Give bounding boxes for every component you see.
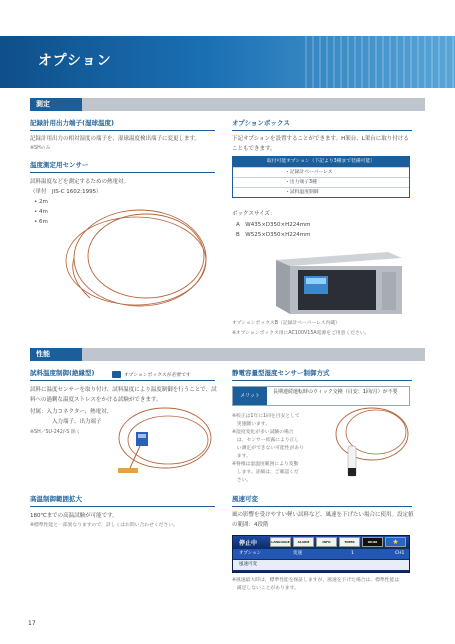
banner-stripes	[305, 36, 455, 88]
page-number: 17	[28, 620, 36, 627]
heading-rule	[232, 380, 412, 381]
box-size-a: A W435×D350×H224mm	[236, 222, 311, 228]
option-table-row: ・記録計ペーパーレス	[233, 167, 409, 177]
merit-text: 長期連続運転時のウィック交換（目安：1回/月）が不要	[273, 389, 398, 395]
panel-speed-value: 1	[351, 551, 354, 556]
box-size-b: B W525×D350×H224mm	[236, 232, 311, 238]
section-bar-measure	[30, 98, 425, 111]
heading-rule	[30, 506, 215, 507]
badge-text: オプションボックスが必要です	[124, 373, 191, 378]
capacitance-note: は、センサー結露により正し	[232, 438, 300, 443]
star-icon: ★	[385, 537, 406, 547]
box-size-label: ボックスサイズ：	[232, 211, 276, 217]
panel-status: 停止中	[239, 540, 258, 547]
heading-capacitance-sensor: 静電容量型湿度センサー制御方式	[232, 369, 330, 377]
option-table-row: ・試料温度制御	[233, 187, 409, 197]
temp-sensor-item: • 4m	[34, 209, 48, 215]
timer-button: TIMER	[339, 537, 360, 547]
option-box-note: ※オプションボックス用にAC100V15A電源をご用意ください。	[232, 331, 370, 336]
capacitance-note: ※脊椎は湿温度範囲により変動	[232, 462, 299, 467]
heading-sample-temp-control: 試料温度制御(絶縁型)	[30, 369, 95, 377]
heading-rule	[30, 380, 215, 381]
temp-sensor-body1: 試料温度などを測定するための熱電対。	[30, 179, 130, 185]
panel-option-label: オプション	[239, 551, 262, 556]
capacitance-note: ※湿度変化が多い試験の場合	[232, 430, 294, 435]
capacitance-note: 実施願います。	[232, 422, 270, 427]
heading-wind-speed: 風速可変	[232, 495, 258, 503]
wind-speed-body: 風の影響を受けやすい軽い試料など、風速を下げたい場合に使用。設定値の範囲：4段階	[232, 512, 414, 528]
capacitance-note: い測定ができない可能性があり	[232, 446, 304, 451]
capacitance-sensor-image	[330, 402, 420, 482]
sample-temp-body: 試料に温度センサーを取り付け、試料温度により温度制御を行うことで、試料への過剰な温度ストレスをかける試験ができます。	[30, 387, 217, 403]
language-button: LANGUAGE	[270, 537, 291, 547]
section-label-performance: 性能	[30, 348, 82, 361]
option-table	[232, 156, 410, 198]
heading-temp-sensor: 温度測定用センサー	[30, 161, 89, 169]
heading-rule	[30, 130, 215, 131]
heading-recorder-terminal: 記録計用出力端子(湿球温度)	[30, 119, 114, 127]
panel-wind-row: 風速可変	[233, 560, 409, 570]
high-temp-body: 180℃までの高温試験が可能です。	[30, 513, 118, 519]
option-table-head: 取付可能オプション（下記より3種まで装備可能）	[233, 157, 409, 167]
sample-temp-parts2: 入力端子、出力端子	[52, 419, 102, 425]
section-bar-performance	[30, 348, 425, 361]
temp-sensor-body2: （単付 JIS-C 1602:1995）	[30, 189, 102, 195]
capacitance-note: します。詳細は、ご確認くだ	[232, 470, 299, 475]
panel-topbar	[233, 536, 409, 548]
heading-option-box: オプションボックス	[232, 119, 290, 127]
capacitance-note: ※校正は1年に1回を目安として	[232, 414, 300, 419]
page-title: オプション	[38, 53, 112, 69]
control-panel-screenshot	[232, 535, 410, 573]
heading-high-temp: 高温制御範囲拡大	[30, 495, 82, 503]
panel-buttons	[270, 537, 406, 547]
thermocouple-cable-image	[60, 198, 220, 318]
sample-temp-note: ※SH／SU-242/-S 除く	[30, 430, 81, 435]
heading-rule	[232, 506, 412, 507]
panel-channel: CH1	[395, 551, 405, 556]
option-box-required-badge	[112, 371, 191, 380]
page-banner	[0, 36, 455, 88]
panel-speed-label: 変速	[293, 551, 302, 556]
wind-speed-note2: 満足しないことがあります。	[232, 586, 299, 591]
option-box-caption: オプションボックスB（記録計ペーパーレス内蔵）	[232, 321, 340, 326]
sample-sensor-image	[110, 398, 220, 488]
panel-option-row	[233, 549, 409, 559]
arrow-right-icon	[112, 371, 121, 378]
capacitance-note: ます。	[232, 454, 251, 459]
wind-speed-note1: ※風速最大時は、標準性能を保証しますが、風速を下げた場合は、標準性能は	[232, 578, 400, 583]
temp-sensor-item: • 6m	[34, 219, 48, 225]
option-table-row: ・出力端子3種	[233, 177, 409, 187]
heading-rule	[30, 172, 215, 173]
recorder-terminal-body: 記録計用出力の相対湿度の端子を、湿球温度検出端子に変更します。	[30, 136, 201, 142]
option-box-image	[268, 246, 408, 318]
heading-rule	[232, 130, 412, 131]
merit-tag: メリット	[233, 387, 267, 405]
section-label-measure: 測定	[30, 98, 82, 111]
capacitance-note: さい。	[232, 478, 252, 483]
high-temp-note: ※標準性能と一部異なりますので、詳しくはお問い合わせください。	[30, 523, 178, 528]
clock-display: 00:00	[362, 537, 383, 547]
info-button: INFO	[316, 537, 337, 547]
sample-temp-parts: 付属：入力コネクター、熱電対、	[30, 409, 113, 415]
recorder-terminal-note: ※SHのみ	[30, 146, 51, 151]
temp-sensor-item: • 2m	[34, 199, 48, 205]
alarm-button: ALARM	[293, 537, 314, 547]
option-box-body: 下記オプションを設置することができます。H架台、L架台に取り付けることもできます。	[232, 136, 409, 152]
